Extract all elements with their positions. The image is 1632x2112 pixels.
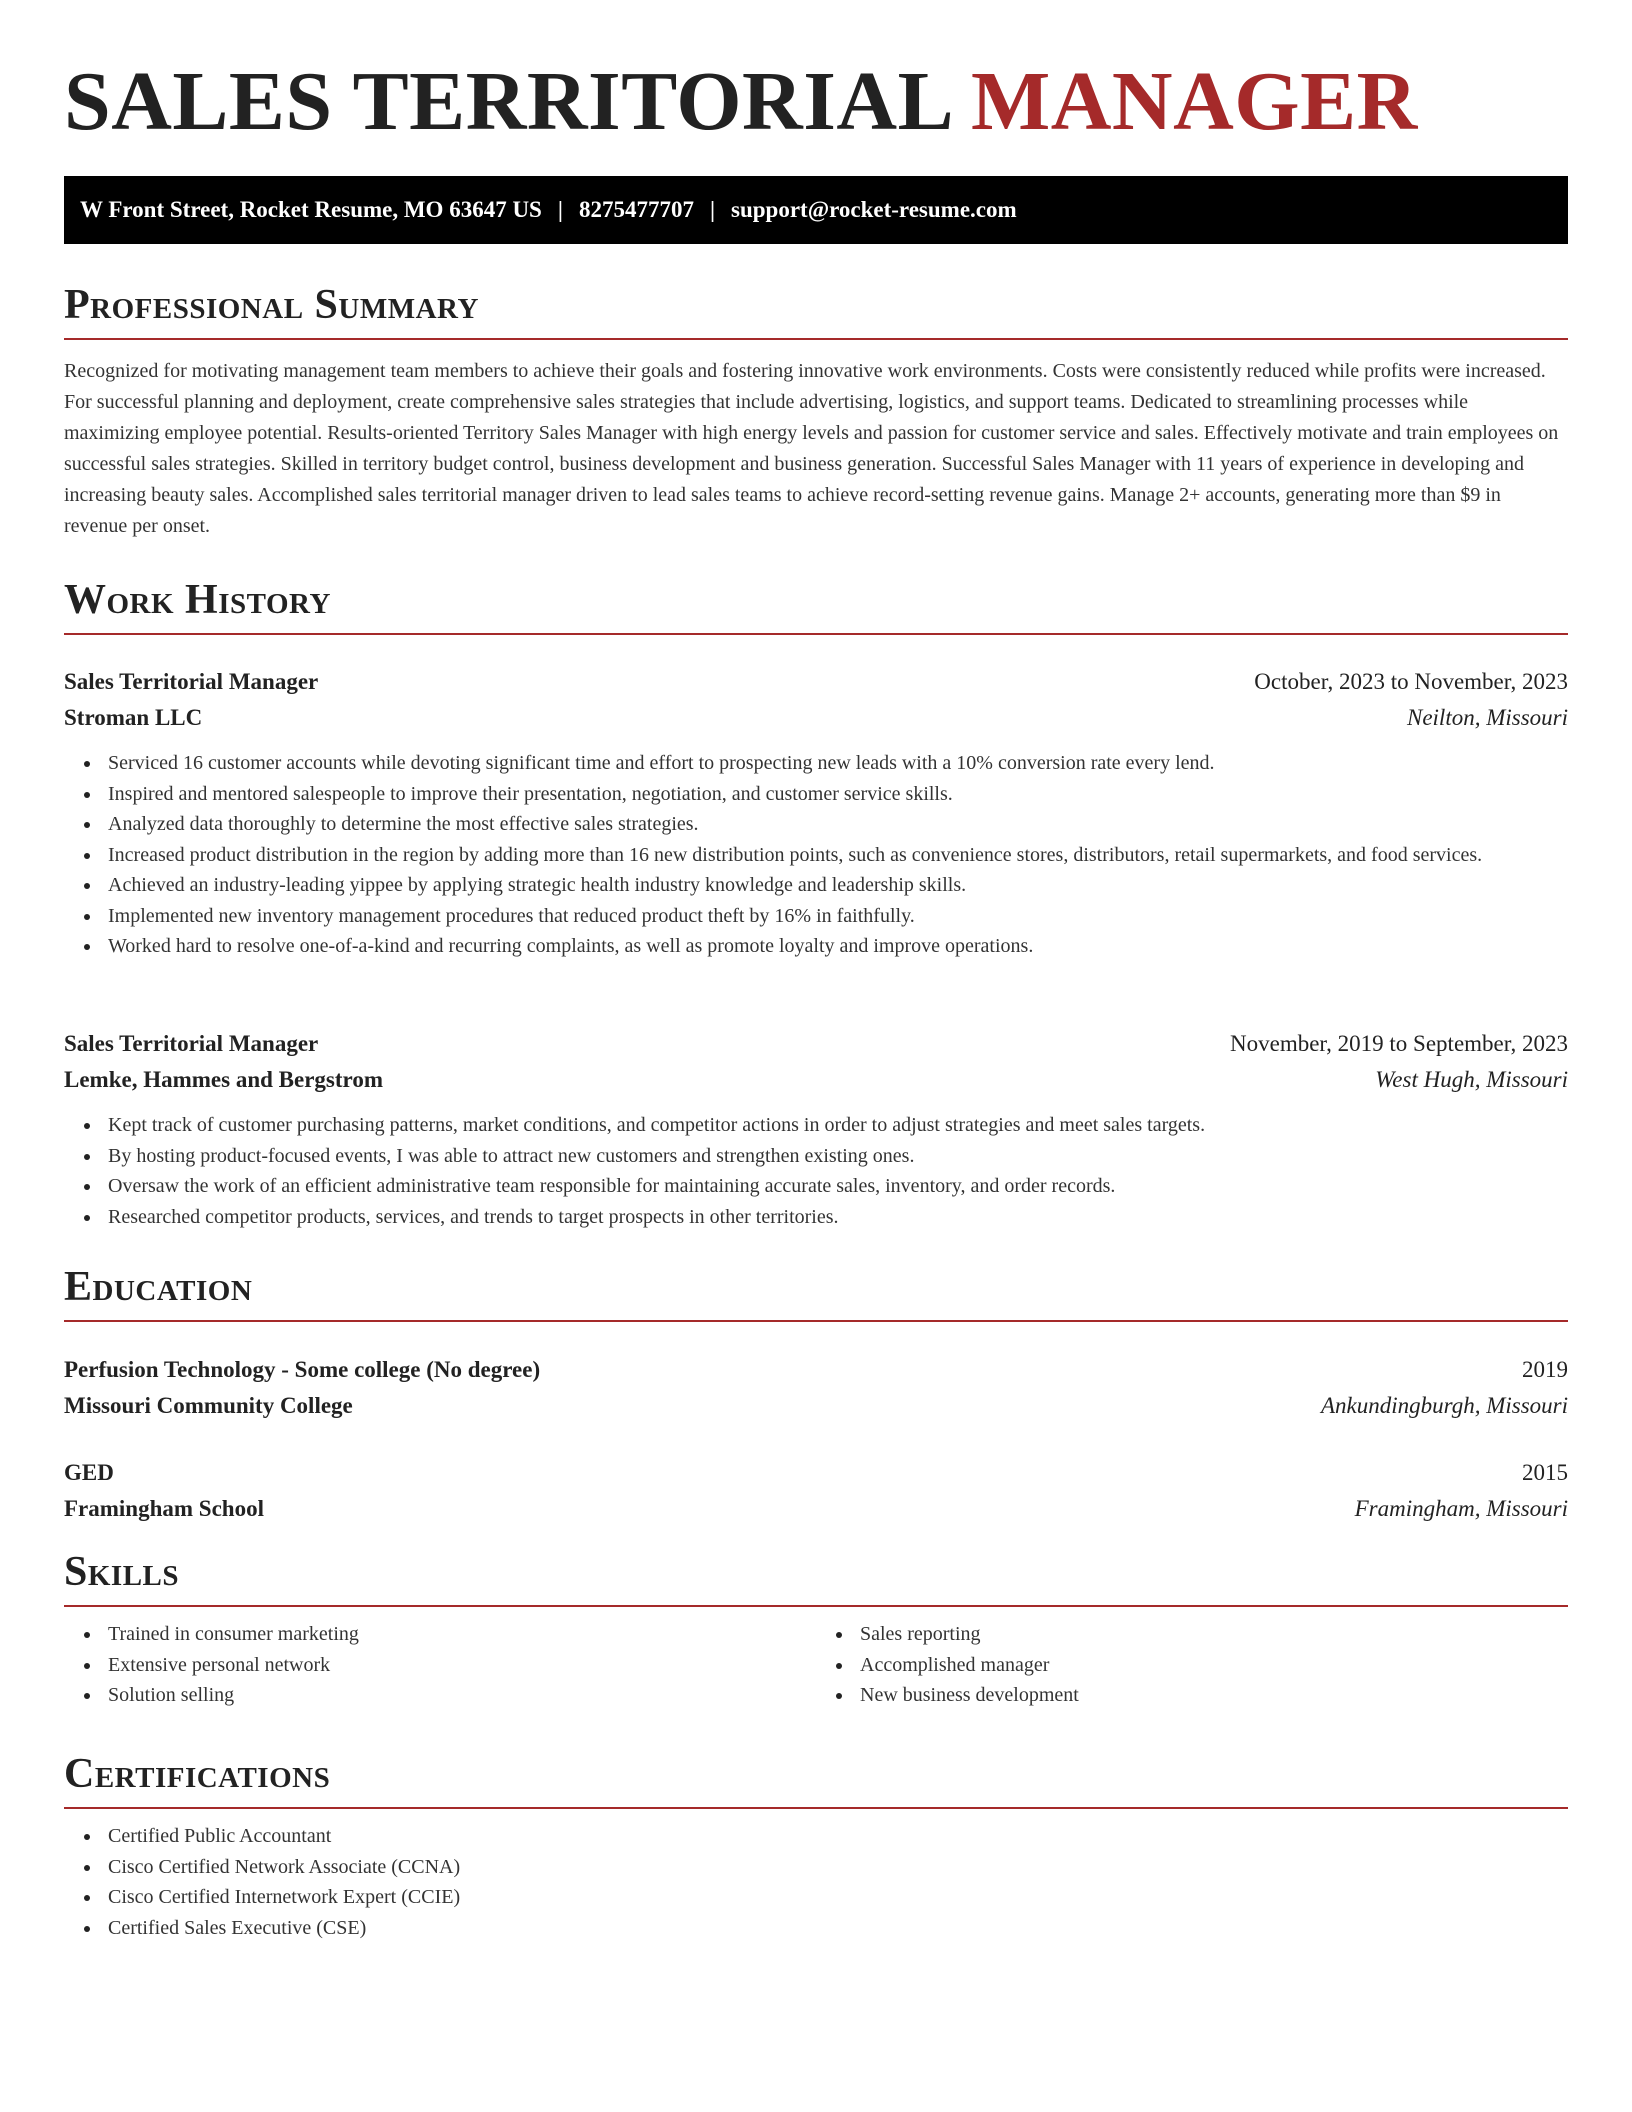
list-item: Worked hard to resolve one-of-a-kind and recurring complaints, as well as promote loyalty and improve operations. — [108, 931, 1568, 962]
skill-item: Extensive personal network — [108, 1650, 816, 1681]
list-item: Oversaw the work of an efficient administrative team responsible for maintaining accurate sales, inventory, and order records. — [108, 1171, 1568, 1202]
list-item: Serviced 16 customer accounts while devoting significant time and effort to prospecting new leads with a 10% conversion rate every lend. — [108, 748, 1568, 779]
list-item: Researched competitor products, services, and trends to target prospects in other territories. — [108, 1202, 1568, 1233]
list-item: Achieved an industry-leading yippee by applying strategic health industry knowledge and leadership skills. — [108, 870, 1568, 901]
section-heading-work: Work History — [64, 575, 1568, 635]
education-year: 2019 — [1522, 1357, 1568, 1382]
job-dates: November, 2019 to September, 2023 — [1230, 1031, 1568, 1056]
contact-email: support@rocket-resume.com — [731, 197, 1017, 222]
skills-list-left — [64, 1619, 816, 1711]
skill-item: Trained in consumer marketing — [108, 1619, 816, 1650]
school-location: Ankundingburgh, Missouri — [1320, 1393, 1568, 1418]
contact-bar — [64, 176, 1568, 244]
skill-item: Accomplished manager — [860, 1650, 1568, 1681]
list-item: Increased product distribution in the region by adding more than 16 new distribution points, such as convenience stores, distributors, retail supermarkets, and food services. — [108, 840, 1568, 871]
title-accent: MANAGER — [970, 55, 1418, 148]
skill-item: New business development — [860, 1680, 1568, 1711]
degree-name: GED — [64, 1460, 114, 1485]
list-item: Kept track of customer purchasing patterns, market conditions, and competitor actions in order to adjust strategies and meet sales targets. — [108, 1110, 1568, 1141]
work-history-section — [64, 575, 1568, 635]
section-heading-certifications: Certifications — [64, 1749, 1568, 1809]
education-section — [64, 1262, 1568, 1322]
skills-section — [64, 1547, 1568, 1711]
job-dates: October, 2023 to November, 2023 — [1254, 669, 1568, 694]
skills-list-right — [816, 1619, 1568, 1711]
education-entry — [64, 1455, 1568, 1527]
certification-item: Cisco Certified Internetwork Expert (CCIE) — [108, 1882, 1568, 1913]
section-heading-skills: Skills — [64, 1547, 1568, 1607]
certification-item: Certified Public Accountant — [108, 1821, 1568, 1852]
list-item: By hosting product-focused events, I was able to attract new customers and strengthen existing ones. — [108, 1141, 1568, 1172]
school-location: Framingham, Missouri — [1354, 1496, 1568, 1521]
job-entry — [64, 1026, 1568, 1232]
resume-page — [64, 0, 1568, 1939]
list-item: Implemented new inventory management procedures that reduced product theft by 16% in faithfully. — [108, 901, 1568, 932]
education-entry — [64, 1352, 1568, 1424]
list-item: Inspired and mentored salespeople to improve their presentation, negotiation, and customer service skills. — [108, 779, 1568, 810]
skill-item: Sales reporting — [860, 1619, 1568, 1650]
education-year: 2015 — [1522, 1460, 1568, 1485]
job-title: Sales Territorial Manager — [64, 669, 319, 694]
contact-phone: 8275477707 — [578, 197, 694, 222]
title-main: SALES TERRITORIAL — [64, 55, 950, 148]
school-name: Missouri Community College — [64, 1393, 353, 1418]
section-heading-summary: Professional Summary — [64, 280, 1568, 340]
contact-separator: | — [709, 197, 716, 222]
contact-separator: | — [557, 197, 563, 222]
certification-item: Cisco Certified Network Associate (CCNA) — [108, 1852, 1568, 1883]
job-title: Sales Territorial Manager — [64, 1031, 319, 1056]
job-location: Neilton, Missouri — [1406, 705, 1568, 730]
resume-title — [64, 0, 1568, 176]
section-heading-education: Education — [64, 1262, 1568, 1322]
degree-name: Perfusion Technology - Some college (No degree) — [64, 1357, 541, 1382]
certification-item: Certified Sales Executive (CSE) — [108, 1913, 1568, 1944]
list-item: Analyzed data thoroughly to determine the most effective sales strategies. — [108, 809, 1568, 840]
summary-text: Recognized for motivating management team members to achieve their goals and fostering innovative work environments. Costs were consistently reduced while profits were increased. For successful planning and deployment, create comprehensive sales strategies that include advertising, logistics, and support teams. Dedicated to streamlining processes while maximizing employee potential. Results-oriented Territory Sales Manager with high energy levels and passion for customer service and sales. Effectively motivate and train employees on successful sales strategies. Skilled in territory budget control, business development and business generation. Successful Sales Manager with 11 years of experience in developing and increasing beauty sales. Accomplished sales territorial manager driven to lead sales teams to achieve record-setting revenue gains. Manage 2+ accounts, generating more than $9 in revenue per onset. — [64, 360, 1559, 537]
certifications-section — [64, 1749, 1568, 1943]
job-bullets — [64, 1110, 1568, 1232]
summary-section — [64, 280, 1568, 542]
company-name: Lemke, Hammes and Bergstrom — [64, 1067, 383, 1092]
job-location: West Hugh, Missouri — [1375, 1067, 1568, 1092]
company-name: Stroman LLC — [64, 705, 203, 730]
certifications-list — [64, 1821, 1568, 1943]
job-bullets — [64, 748, 1568, 962]
school-name: Framingham School — [64, 1496, 264, 1521]
skill-item: Solution selling — [108, 1680, 816, 1711]
contact-address: W Front Street, Rocket Resume, MO 63647 US — [80, 197, 542, 222]
job-entry — [64, 664, 1568, 962]
skills-columns — [64, 1607, 1568, 1711]
